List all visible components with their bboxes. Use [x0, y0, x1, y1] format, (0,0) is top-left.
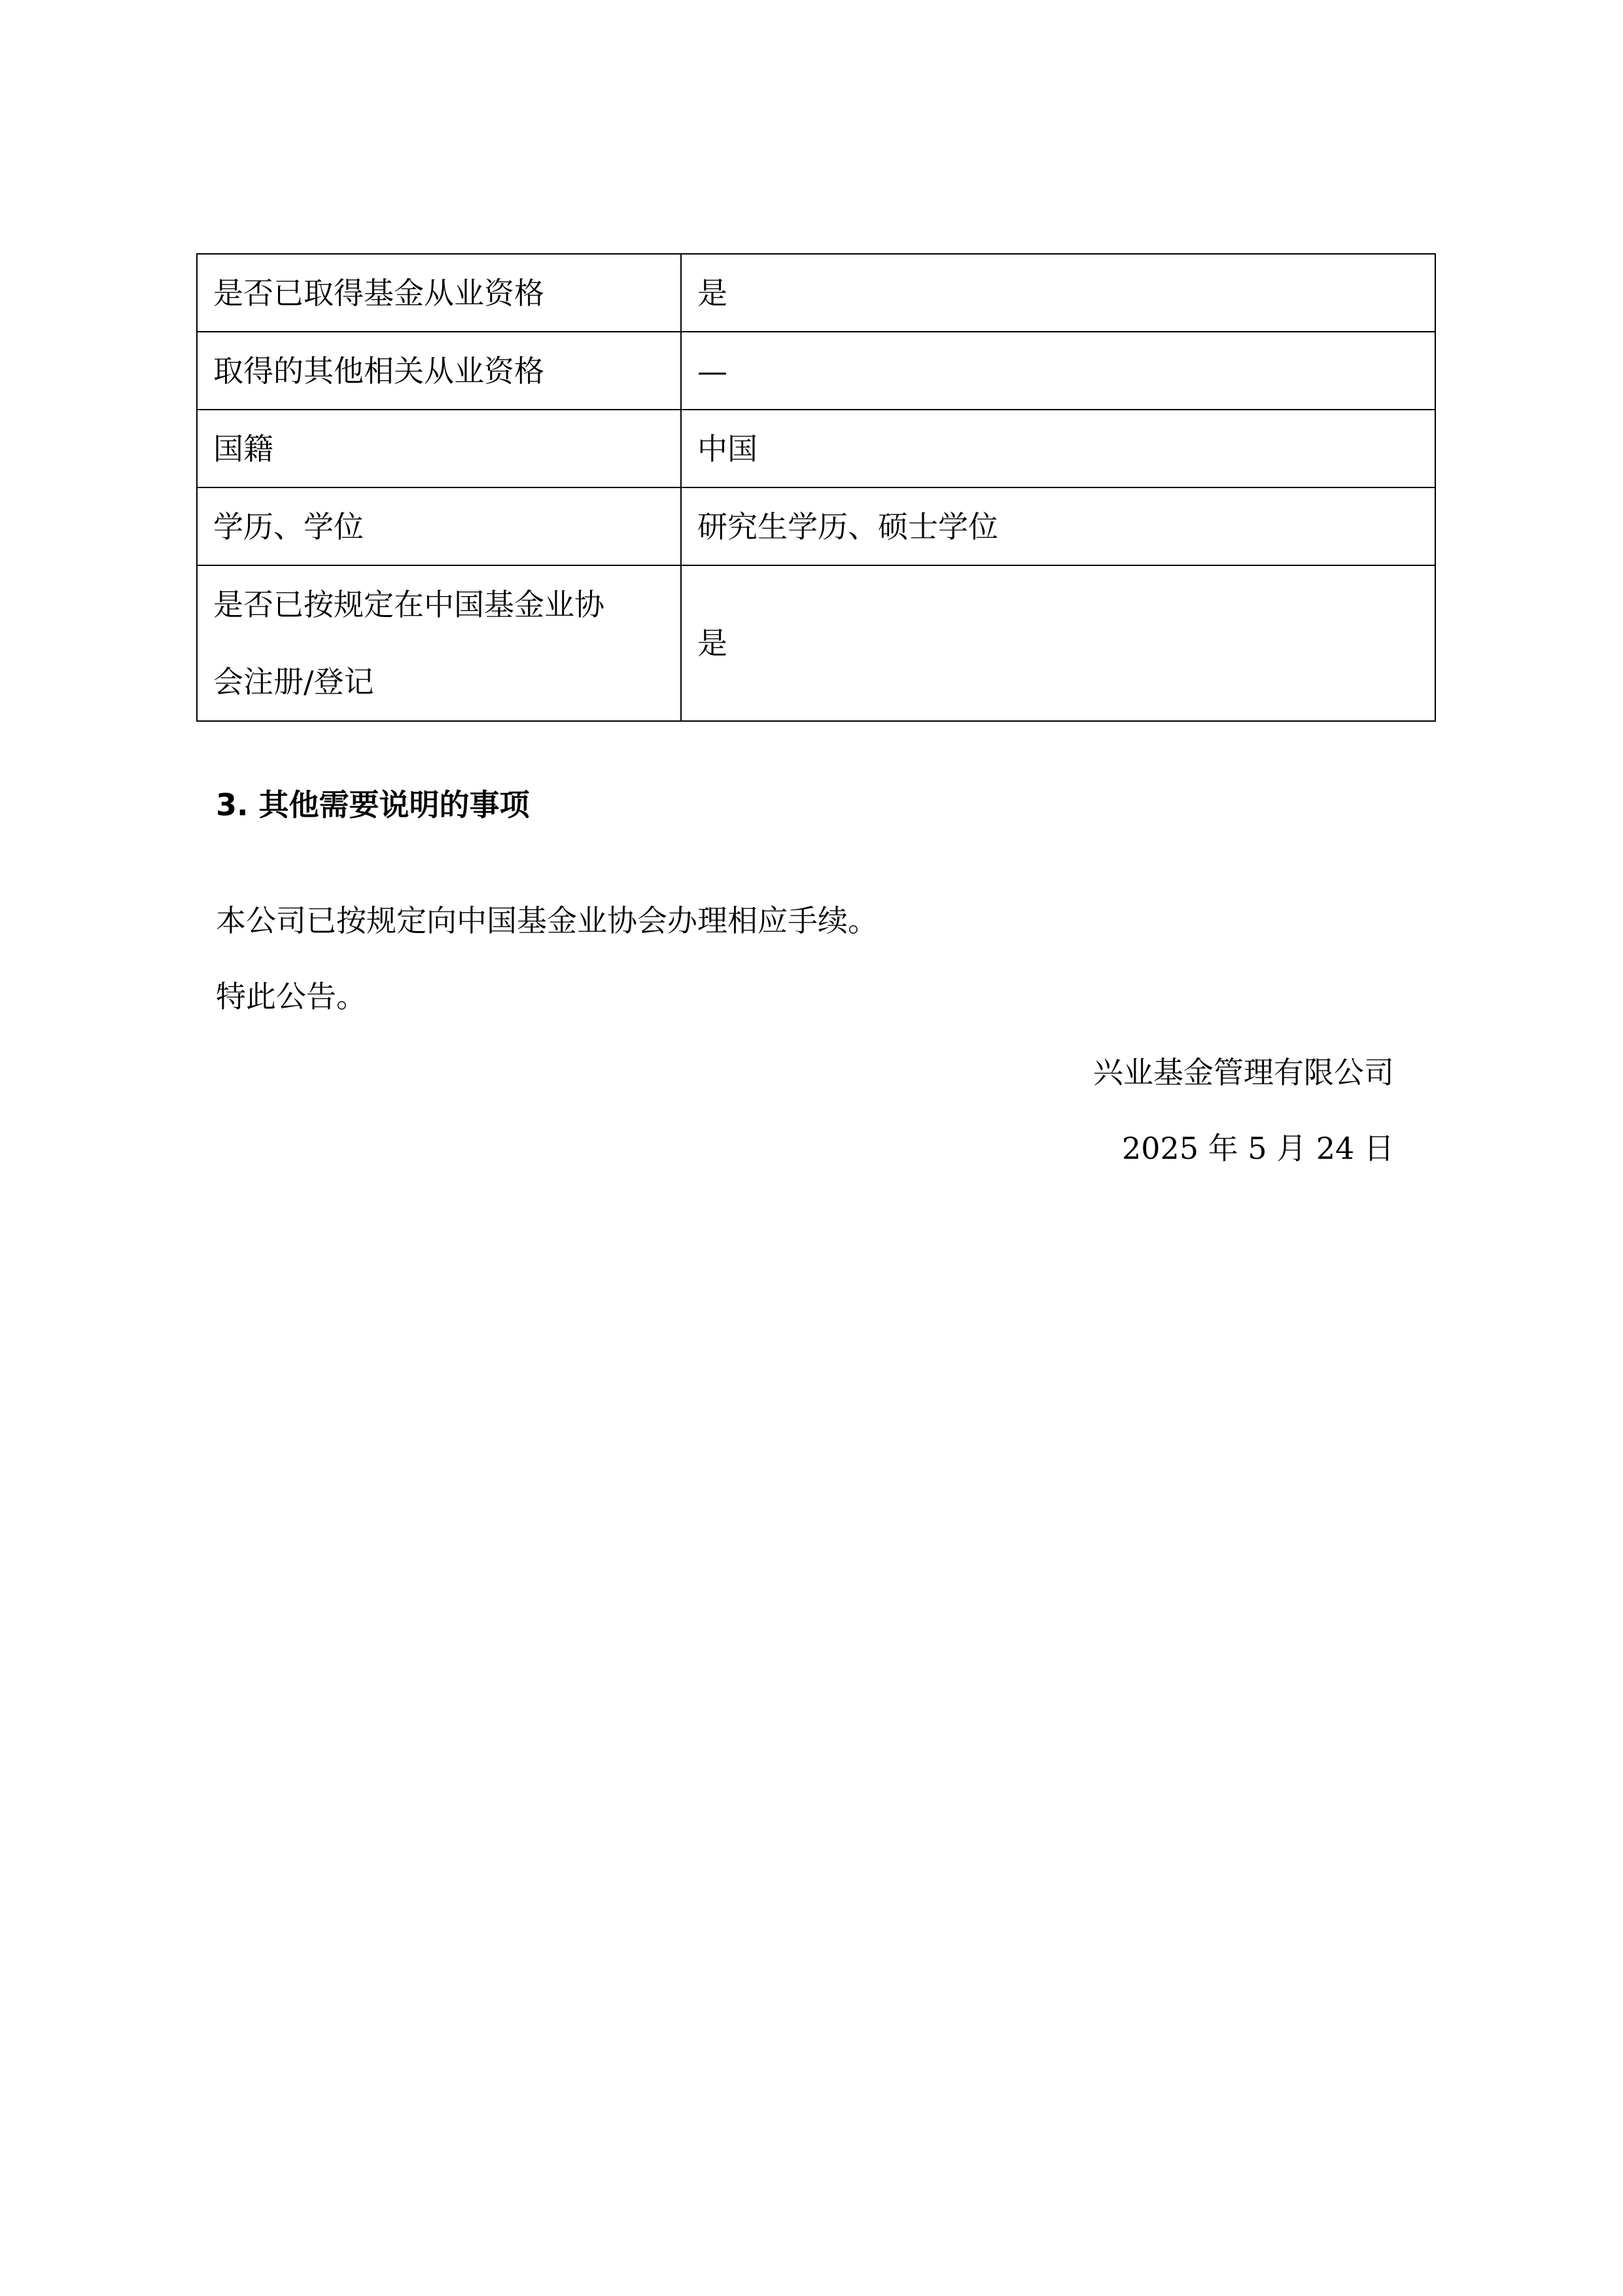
closing-paragraph: 特此公告。 [216, 979, 366, 1014]
manager-info-table [196, 253, 1436, 722]
row-value-education: 研究生学历、硕士学位 [681, 487, 1435, 565]
announcement-date: 2025 年 5 月 24 日 [1122, 1131, 1394, 1166]
row-value-registration: 是 [681, 565, 1435, 721]
row-label-fund-qualification: 是否已取得基金从业资格 [197, 254, 681, 332]
table-row [197, 332, 1435, 410]
section-heading: 3. 其他需要说明的事项 [216, 787, 530, 822]
row-value-nationality: 中国 [681, 410, 1435, 487]
row-label-nationality: 国籍 [197, 410, 681, 487]
body-paragraph: 本公司已按规定向中国基金业协会办理相应手续。 [216, 903, 878, 938]
table-row [197, 410, 1435, 487]
row-label-education: 学历、学位 [197, 487, 681, 565]
row-label-registration-line2: 会注册/登记 [213, 664, 374, 699]
company-signature: 兴业基金管理有限公司 [1093, 1055, 1394, 1090]
row-label-registration [197, 565, 681, 721]
row-value-fund-qualification: 是 [681, 254, 1435, 332]
row-value-other-qualification: — [681, 332, 1435, 410]
row-label-other-qualification: 取得的其他相关从业资格 [197, 332, 681, 410]
table-row [197, 565, 1435, 721]
row-label-registration-line1: 是否已按规定在中国基金业协 [213, 587, 604, 622]
table-row [197, 254, 1435, 332]
table-row [197, 487, 1435, 565]
